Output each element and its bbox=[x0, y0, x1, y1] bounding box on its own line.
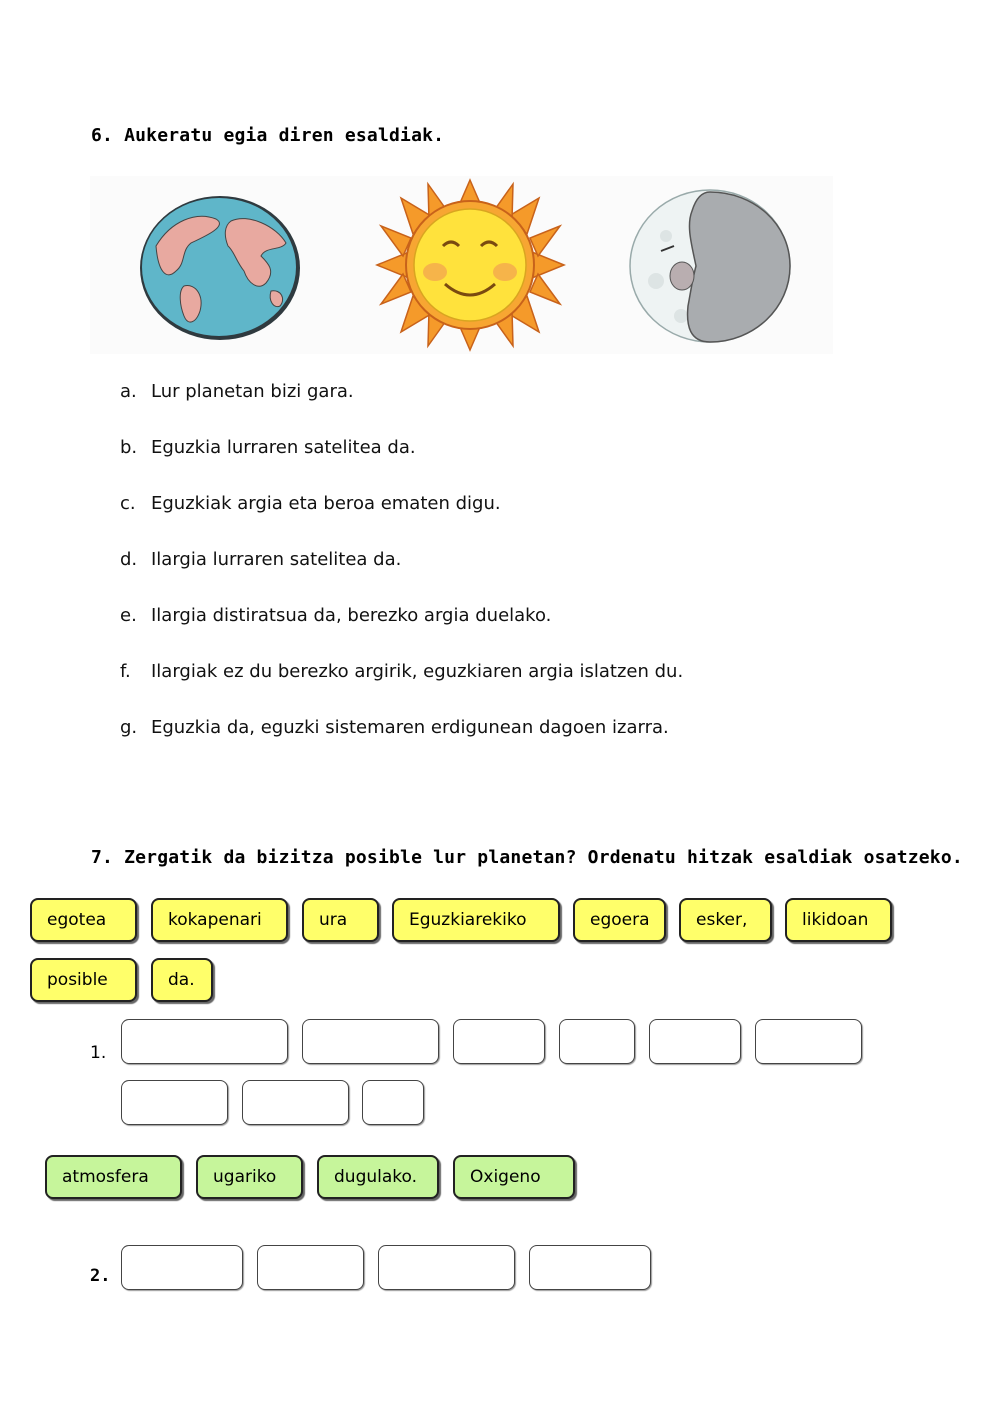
answer-slot[interactable] bbox=[755, 1019, 862, 1064]
option-a[interactable] bbox=[120, 381, 354, 402]
option-e[interactable] bbox=[120, 605, 551, 626]
word-tile[interactable]: egotea bbox=[30, 898, 137, 942]
word-tile[interactable]: ugariko bbox=[196, 1155, 303, 1199]
answer-slot[interactable] bbox=[362, 1080, 424, 1125]
answer-slot[interactable] bbox=[649, 1019, 741, 1064]
question-7-title: 7. Zergatik da bizitza posible lur planetan? Ordenatu hitzak esaldiak osatzeko. bbox=[91, 847, 963, 868]
word-tile[interactable]: ura bbox=[302, 898, 379, 942]
option-g[interactable] bbox=[120, 717, 669, 738]
answer-slot[interactable] bbox=[121, 1019, 288, 1064]
word-tile[interactable]: esker, bbox=[679, 898, 772, 942]
word-tile[interactable]: Eguzkiarekiko bbox=[392, 898, 560, 942]
moon-icon bbox=[626, 186, 796, 346]
option-b[interactable] bbox=[120, 437, 416, 458]
option-f[interactable] bbox=[120, 661, 683, 682]
option-letter: e. bbox=[120, 605, 137, 626]
option-text: Ilargia lurraren satelitea da. bbox=[151, 549, 402, 570]
word-tile[interactable]: atmosfera bbox=[45, 1155, 182, 1199]
earth-icon bbox=[136, 191, 302, 341]
answer-slot[interactable] bbox=[302, 1019, 439, 1064]
word-tile[interactable]: likidoan bbox=[785, 898, 892, 942]
sun-icon bbox=[373, 176, 568, 354]
word-tile[interactable]: posible bbox=[30, 958, 137, 1002]
answer-slot[interactable] bbox=[529, 1245, 651, 1290]
sentence-number-2: 2. bbox=[90, 1266, 111, 1286]
answer-slot[interactable] bbox=[121, 1245, 243, 1290]
word-tile[interactable]: da. bbox=[151, 958, 213, 1002]
option-letter: b. bbox=[120, 437, 138, 458]
answer-slot[interactable] bbox=[121, 1080, 228, 1125]
answer-slot[interactable] bbox=[559, 1019, 635, 1064]
answer-slot[interactable] bbox=[242, 1080, 349, 1125]
option-text: Ilargiak ez du berezko argirik, eguzkiaren argia islatzen du. bbox=[151, 661, 684, 682]
option-text: Eguzkiak argia eta beroa ematen digu. bbox=[151, 493, 501, 514]
option-letter: d. bbox=[120, 549, 138, 570]
word-tile[interactable]: dugulako. bbox=[317, 1155, 439, 1199]
option-text: Eguzkia lurraren satelitea da. bbox=[151, 437, 416, 458]
word-tile[interactable]: kokapenari bbox=[151, 898, 288, 942]
planets-illustration bbox=[90, 176, 833, 354]
option-letter: c. bbox=[120, 493, 136, 514]
option-letter: f. bbox=[120, 661, 131, 682]
answer-slot[interactable] bbox=[378, 1245, 515, 1290]
option-text: Lur planetan bizi gara. bbox=[151, 381, 354, 402]
word-tile[interactable]: egoera bbox=[573, 898, 666, 942]
answer-slot[interactable] bbox=[453, 1019, 545, 1064]
option-letter: a. bbox=[120, 381, 137, 402]
question-6-title: 6. Aukeratu egia diren esaldiak. bbox=[91, 125, 445, 146]
option-c[interactable] bbox=[120, 493, 501, 514]
option-text: Eguzkia da, eguzki sistemaren erdigunean dagoen izarra. bbox=[151, 717, 669, 738]
word-tile[interactable]: Oxigeno bbox=[453, 1155, 575, 1199]
sentence-number-1: 1. bbox=[90, 1043, 107, 1063]
option-text: Ilargia distiratsua da, berezko argia duelako. bbox=[151, 605, 552, 626]
answer-slot[interactable] bbox=[257, 1245, 364, 1290]
option-d[interactable] bbox=[120, 549, 401, 570]
option-letter: g. bbox=[120, 717, 138, 738]
